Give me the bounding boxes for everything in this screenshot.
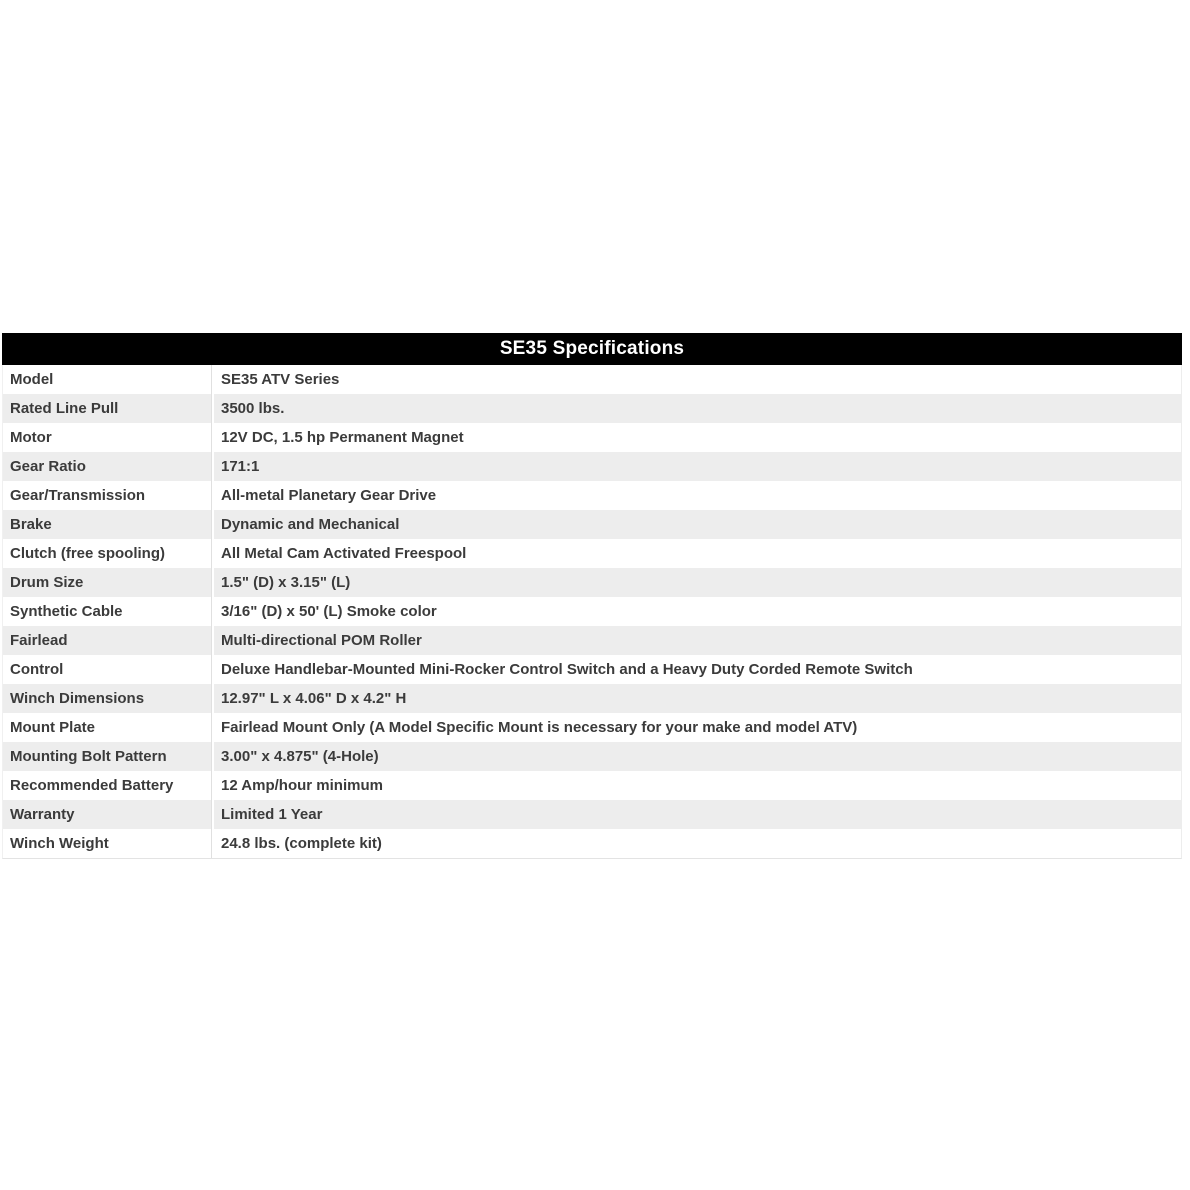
spec-value: Fairlead Mount Only (A Model Specific Mount is necessary for your make and model ATV) xyxy=(212,713,1181,742)
table-row xyxy=(3,568,1181,597)
spec-label: Gear/Transmission xyxy=(3,481,212,510)
spec-label: Clutch (free spooling) xyxy=(3,539,212,568)
spec-value: All Metal Cam Activated Freespool xyxy=(212,539,1181,568)
spec-value: Deluxe Handlebar-Mounted Mini-Rocker Control Switch and a Heavy Duty Corded Remote Switch xyxy=(212,655,1181,684)
table-row xyxy=(3,800,1181,829)
spec-label: Gear Ratio xyxy=(3,452,212,481)
specifications-table xyxy=(2,333,1182,859)
spec-value: 1.5" (D) x 3.15" (L) xyxy=(212,568,1181,597)
spec-label: Fairlead xyxy=(3,626,212,655)
spec-label: Mounting Bolt Pattern xyxy=(3,742,212,771)
spec-value: All-metal Planetary Gear Drive xyxy=(212,481,1181,510)
table-row xyxy=(3,365,1181,394)
spec-value: 171:1 xyxy=(212,452,1181,481)
table-row xyxy=(3,771,1181,800)
table-row xyxy=(3,539,1181,568)
spec-value: 3/16" (D) x 50' (L) Smoke color xyxy=(212,597,1181,626)
spec-label: Model xyxy=(3,365,212,394)
spec-value: Multi-directional POM Roller xyxy=(212,626,1181,655)
spec-value: Limited 1 Year xyxy=(212,800,1181,829)
spec-label: Drum Size xyxy=(3,568,212,597)
table-row xyxy=(3,394,1181,423)
spec-label: Synthetic Cable xyxy=(3,597,212,626)
table-row xyxy=(3,597,1181,626)
spec-value: 3500 lbs. xyxy=(212,394,1181,423)
spec-value: 24.8 lbs. (complete kit) xyxy=(212,829,1181,858)
spec-value: 3.00" x 4.875" (4-Hole) xyxy=(212,742,1181,771)
table-row xyxy=(3,684,1181,713)
spec-label: Motor xyxy=(3,423,212,452)
table-row xyxy=(3,742,1181,771)
spec-label: Warranty xyxy=(3,800,212,829)
spec-label: Winch Weight xyxy=(3,829,212,858)
table-title: SE35 Specifications xyxy=(2,333,1182,365)
spec-label: Rated Line Pull xyxy=(3,394,212,423)
spec-value: SE35 ATV Series xyxy=(212,365,1181,394)
table-body xyxy=(2,365,1182,859)
spec-label: Brake xyxy=(3,510,212,539)
spec-value: 12.97" L x 4.06" D x 4.2" H xyxy=(212,684,1181,713)
spec-label: Control xyxy=(3,655,212,684)
table-row xyxy=(3,510,1181,539)
table-row xyxy=(3,626,1181,655)
spec-value: 12V DC, 1.5 hp Permanent Magnet xyxy=(212,423,1181,452)
table-row xyxy=(3,829,1181,858)
table-row xyxy=(3,423,1181,452)
spec-label: Mount Plate xyxy=(3,713,212,742)
spec-label: Recommended Battery xyxy=(3,771,212,800)
table-row xyxy=(3,713,1181,742)
table-row xyxy=(3,452,1181,481)
spec-value: Dynamic and Mechanical xyxy=(212,510,1181,539)
spec-label: Winch Dimensions xyxy=(3,684,212,713)
table-row xyxy=(3,655,1181,684)
spec-value: 12 Amp/hour minimum xyxy=(212,771,1181,800)
table-row xyxy=(3,481,1181,510)
